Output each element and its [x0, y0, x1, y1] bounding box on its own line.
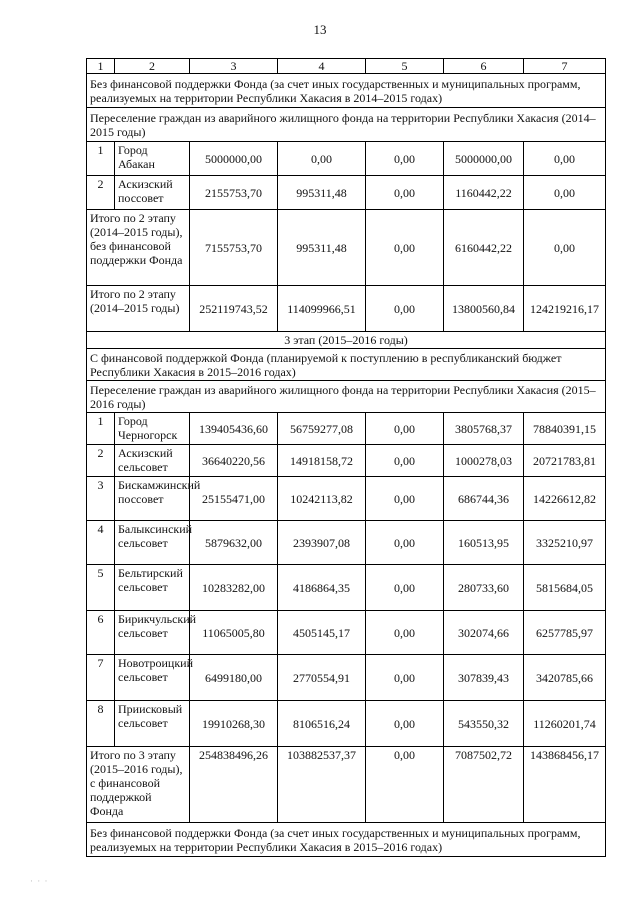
cell-total: 10283282,00: [190, 565, 278, 611]
section-subtitle: Переселение граждан из аварийного жилищного фонда на территории Республики Хакасия (2015–2016 годы): [87, 381, 606, 413]
cell-col6: 5000000,00: [444, 142, 524, 176]
municipality-name: Город Черногорск: [115, 413, 190, 445]
cell-col5: 0,00: [366, 286, 444, 332]
cell-col7: 0,00: [524, 210, 606, 286]
col-header: 6: [444, 59, 524, 74]
cell-fund: 8106516,24: [278, 701, 366, 747]
section-title-row: [87, 349, 606, 381]
cell-fund: 4505145,17: [278, 611, 366, 655]
cell-fund: 2393907,08: [278, 521, 366, 565]
cell-col7: 143868456,17: [524, 747, 606, 823]
table-row: [87, 477, 606, 521]
total-label: Итого по 2 этапу (2014–2015 годы): [87, 286, 190, 332]
cell-fund: 14918158,72: [278, 445, 366, 477]
cell-col7: 14226612,82: [524, 477, 606, 521]
cell-fund: 114099966,51: [278, 286, 366, 332]
cell-col7: 20721783,81: [524, 445, 606, 477]
cell-fund: 995311,48: [278, 176, 366, 210]
row-index: 3: [87, 477, 115, 521]
cell-col7: 0,00: [524, 142, 606, 176]
cell-fund: 995311,48: [278, 210, 366, 286]
table-row: [87, 413, 606, 445]
cell-total: 254838496,26: [190, 747, 278, 823]
cell-col7: 3420785,66: [524, 655, 606, 701]
cell-total: 5000000,00: [190, 142, 278, 176]
municipality-name: Аскизский поссовет: [115, 176, 190, 210]
cell-col6: 7087502,72: [444, 747, 524, 823]
cell-col6: 686744,36: [444, 477, 524, 521]
cell-col5: 0,00: [366, 142, 444, 176]
cell-col7: 11260201,74: [524, 701, 606, 747]
cell-col5: 0,00: [366, 565, 444, 611]
table-row: [87, 701, 606, 747]
row-index: 1: [87, 142, 115, 176]
col-header: 5: [366, 59, 444, 74]
cell-col5: 0,00: [366, 413, 444, 445]
table-row: [87, 176, 606, 210]
cell-col6: 307839,43: [444, 655, 524, 701]
col-header: 7: [524, 59, 606, 74]
cell-col6: 160513,95: [444, 521, 524, 565]
cell-col6: 1000278,03: [444, 445, 524, 477]
cell-fund: 56759277,08: [278, 413, 366, 445]
cell-fund: 2770554,91: [278, 655, 366, 701]
stage-title: 3 этап (2015–2016 годы): [87, 332, 606, 349]
page-number: 13: [313, 22, 327, 37]
cell-col7: 124219216,17: [524, 286, 606, 332]
col-header: 1: [87, 59, 115, 74]
cell-col5: 0,00: [366, 701, 444, 747]
row-index: 6: [87, 611, 115, 655]
cell-col6: 3805768,37: [444, 413, 524, 445]
cell-col6: 6160442,22: [444, 210, 524, 286]
cell-total: 252119743,52: [190, 286, 278, 332]
total-row: [87, 210, 606, 286]
cell-col7: 0,00: [524, 176, 606, 210]
cell-total: 11065005,80: [190, 611, 278, 655]
cell-col5: 0,00: [366, 611, 444, 655]
cell-total: 25155471,00: [190, 477, 278, 521]
cell-col5: 0,00: [366, 210, 444, 286]
cell-col6: 280733,60: [444, 565, 524, 611]
municipality-name: Приисковый сельсовет: [115, 701, 190, 747]
municipality-name: Бельтирский сельсовет: [115, 565, 190, 611]
cell-col5: 0,00: [366, 445, 444, 477]
cell-col6: 302074,66: [444, 611, 524, 655]
section-subtitle-row: [87, 108, 606, 142]
cell-col5: 0,00: [366, 747, 444, 823]
table-row: [87, 521, 606, 565]
stage-title-row: [87, 332, 606, 349]
section-title: С финансовой поддержкой Фонда (планируемой к поступлению в республиканский бюджет Республики Хакасия в 2015–2016 годах): [87, 349, 606, 381]
cell-col5: 0,00: [366, 176, 444, 210]
cell-col5: 0,00: [366, 655, 444, 701]
cell-col7: 6257785,97: [524, 611, 606, 655]
row-index: 2: [87, 176, 115, 210]
municipality-name: Бискамжинский поссовет: [115, 477, 190, 521]
municipality-name: Город Абакан: [115, 142, 190, 176]
row-index: 2: [87, 445, 115, 477]
table-row: [87, 655, 606, 701]
municipality-name: Новотроицкий сельсовет: [115, 655, 190, 701]
section-title-row: [87, 74, 606, 108]
cell-col6: 543550,32: [444, 701, 524, 747]
table-row: [87, 445, 606, 477]
municipality-name: Балыксинский сельсовет: [115, 521, 190, 565]
cell-col7: 5815684,05: [524, 565, 606, 611]
column-number-row: [87, 59, 606, 74]
cell-total: 6499180,00: [190, 655, 278, 701]
section-subtitle-row: [87, 381, 606, 413]
cell-col7: 78840391,15: [524, 413, 606, 445]
row-index: 7: [87, 655, 115, 701]
cell-total: 2155753,70: [190, 176, 278, 210]
total-label: Итого по 3 этапу (2015–2016 годы), с финансовой поддержкой Фонда: [87, 747, 190, 823]
cell-fund: 10242113,82: [278, 477, 366, 521]
scan-artifact: · · ·: [30, 876, 49, 886]
row-index: 5: [87, 565, 115, 611]
col-header: 4: [278, 59, 366, 74]
municipality-name: Бирикчульский сельсовет: [115, 611, 190, 655]
cell-total: 19910268,30: [190, 701, 278, 747]
cell-fund: 103882537,37: [278, 747, 366, 823]
cell-col6: 13800560,84: [444, 286, 524, 332]
cell-col6: 1160442,22: [444, 176, 524, 210]
row-index: 4: [87, 521, 115, 565]
table-row: [87, 142, 606, 176]
cell-col7: 3325210,97: [524, 521, 606, 565]
table-row: [87, 565, 606, 611]
cell-col5: 0,00: [366, 477, 444, 521]
cell-fund: 4186864,35: [278, 565, 366, 611]
funding-table: [86, 58, 606, 857]
cell-col5: 0,00: [366, 521, 444, 565]
cell-total: 5879632,00: [190, 521, 278, 565]
section-title: Без финансовой поддержки Фонда (за счет иных государственных и муниципальных программ, реализуемых на территории Республики Хакасия в 2015–2016 годах): [87, 823, 606, 857]
cell-fund: 0,00: [278, 142, 366, 176]
section-title: Без финансовой поддержки Фонда (за счет иных государственных и муниципальных программ, реализуемых на территории Республики Хакасия в 2014–2015 годах): [87, 74, 606, 108]
cell-total: 7155753,70: [190, 210, 278, 286]
total-label: Итого по 2 этапу (2014–2015 годы), без финансовой поддержки Фонда: [87, 210, 190, 286]
row-index: 8: [87, 701, 115, 747]
table-row: [87, 611, 606, 655]
total-row: [87, 286, 606, 332]
section-title-row: [87, 823, 606, 857]
col-header: 3: [190, 59, 278, 74]
cell-total: 139405436,60: [190, 413, 278, 445]
row-index: 1: [87, 413, 115, 445]
total-row: [87, 747, 606, 823]
section-subtitle: Переселение граждан из аварийного жилищного фонда на территории Республики Хакасия (2014–2015 годы): [87, 108, 606, 142]
municipality-name: Аскизский сельсовет: [115, 445, 190, 477]
col-header: 2: [115, 59, 190, 74]
cell-total: 36640220,56: [190, 445, 278, 477]
